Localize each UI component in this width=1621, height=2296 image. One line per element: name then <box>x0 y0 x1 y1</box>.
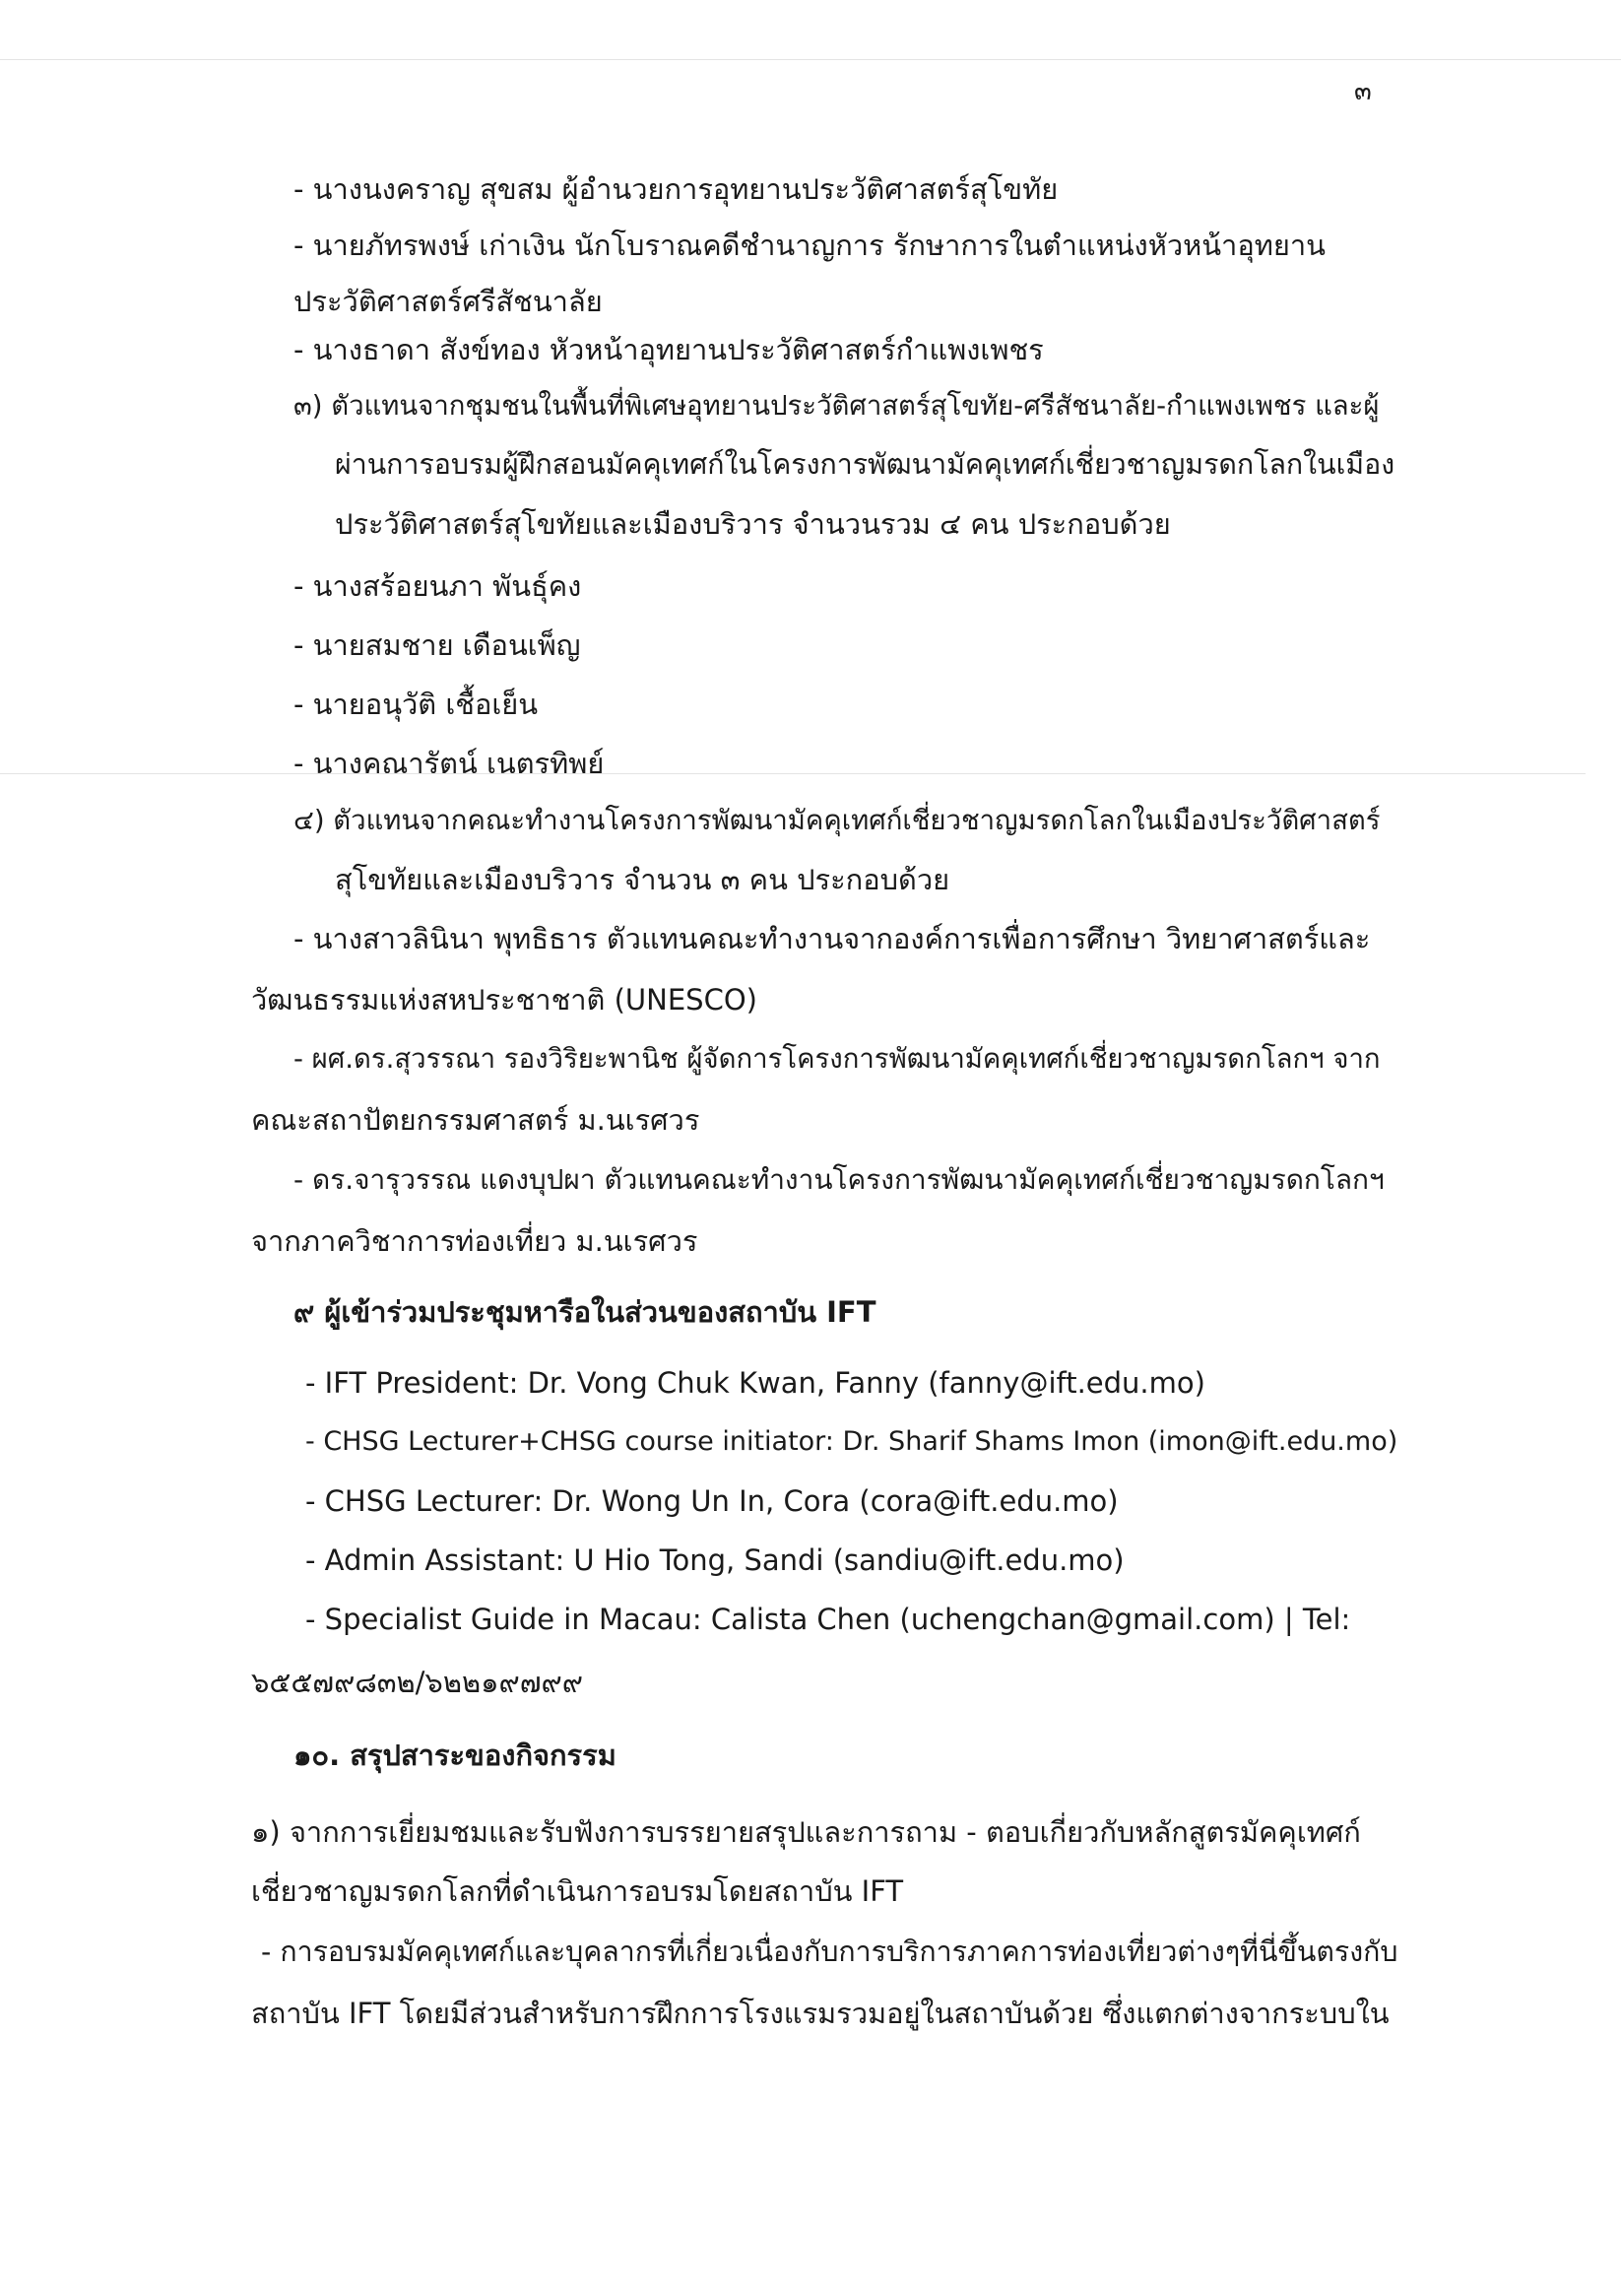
participant-line: - นายสมชาย เดือนเพ็ญ <box>293 628 581 662</box>
section-heading: ๑๐. สรุปสาระของกิจกรรม <box>293 1738 616 1772</box>
participant-line-continued: วัฒนธรรมแห่งสหประชาชาติ (UNESCO) <box>251 983 757 1017</box>
page-number: ๓ <box>1354 77 1372 106</box>
ift-participant-line: - Admin Assistant: U Hio Tong, Sandi (sandiu@ift.edu.mo) <box>305 1543 1125 1577</box>
scan-artifact-line <box>0 59 1621 60</box>
participant-line-continued: จากภาควิชาการท่องเที่ยว ม.นเรศวร <box>251 1224 698 1258</box>
participant-line: - นายอนุวัติ เชื้อเย็น <box>293 688 539 721</box>
scan-artifact-line <box>0 773 1586 774</box>
participant-line: - นายภัทรพงษ์ เก่าเงิน นักโบราณคดีชำนาญการ รักษาการในตำแหน่งหัวหน้าอุทยาน <box>293 229 1326 262</box>
paragraph-line: ๑) จากการเยี่ยมชมและรับฟังการบรรยายสรุปและการถาม - ตอบเกี่ยวกับหลักสูตรมัคคุเทศก์ <box>251 1815 1361 1849</box>
participant-line: - นางสร้อยนภา พันธุ์คง <box>293 569 582 603</box>
numbered-item-continued: ผ่านการอบรมผู้ฝึกสอนมัคคุเทศก์ในโครงการพัฒนามัคคุเทศก์เชี่ยวชาญมรดกโลกในเมือง <box>335 448 1395 481</box>
participant-line: - นางธาดา สังข์ทอง หัวหน้าอุทยานประวัติศาสตร์กำแพงเพชร <box>293 333 1044 366</box>
numbered-item: ๔) ตัวแทนจากคณะทำงานโครงการพัฒนามัคคุเทศก์เชี่ยวชาญมรดกโลกในเมืองประวัติศาสตร์ <box>293 805 1381 836</box>
participant-line: - นางคณารัตน์ เนตรทิพย์ <box>293 747 605 780</box>
numbered-item-continued: สุโขทัยและเมืองบริวาร จำนวน ๓ คน ประกอบด้วย <box>335 863 950 896</box>
participant-line: - ดร.จารุวรรณ แดงบุปผา ตัวแทนคณะทำงานโครงการพัฒนามัคคุเทศก์เชี่ยวชาญมรดกโลกฯ <box>293 1163 1385 1196</box>
ift-participant-line: - Specialist Guide in Macau: Calista Chen (uchengchan@gmail.com) | Tel: <box>305 1603 1351 1636</box>
ift-participant-line: - CHSG Lecturer: Dr. Wong Un In, Cora (cora@ift.edu.mo) <box>305 1484 1119 1518</box>
ift-participant-line: - CHSG Lecturer+CHSG course initiator: Dr. Sharif Shams Imon (imon@ift.edu.mo) <box>305 1426 1398 1457</box>
ift-participant-line: - IFT President: Dr. Vong Chuk Kwan, Fanny (fanny@ift.edu.mo) <box>305 1366 1205 1400</box>
participant-line: - ผศ.ดร.สุวรรณา รองวิริยะพานิช ผู้จัดการโครงการพัฒนามัคคุเทศก์เชี่ยวชาญมรดกโลกฯ จาก <box>293 1043 1381 1075</box>
paragraph-line: เชี่ยวชาญมรดกโลกที่ดำเนินการอบรมโดยสถาบัน IFT <box>251 1874 904 1908</box>
paragraph-line: สถาบัน IFT โดยมีส่วนสำหรับการฝึกการโรงแรมรวมอยู่ในสถาบันด้วย ซึ่งแตกต่างจากระบบใน <box>251 1997 1390 2030</box>
section-heading: ๙ ผู้เข้าร่วมประชุมหารือในส่วนของสถาบัน IFT <box>293 1295 876 1329</box>
participant-line-continued: ประวัติศาสตร์ศรีสัชนาลัย <box>293 285 603 318</box>
participant-line-continued: คณะสถาปัตยกรรมศาสตร์ ม.นเรศวร <box>251 1103 700 1137</box>
phone-number: ๖๕๕๗๙๘๓๒/๖๒๒๑๙๗๙๙ <box>251 1666 584 1699</box>
numbered-item: ๓) ตัวแทนจากชุมชนในพื้นที่พิเศษอุทยานประวัติศาสตร์สุโขทัย-ศรีสัชนาลัย-กำแพงเพชร และผู้ <box>293 390 1380 422</box>
participant-line: - นางนงคราญ สุขสม ผู้อำนวยการอุทยานประวัติศาสตร์สุโขทัย <box>293 172 1059 206</box>
paragraph-line: - การอบรมมัคคุเทศก์และบุคลากรที่เกี่ยวเนื่องกับการบริการภาคการท่องเที่ยวต่างๆที่นี่ขึ้นตรงกับ <box>261 1935 1398 1968</box>
numbered-item-continued: ประวัติศาสตร์สุโขทัยและเมืองบริวาร จำนวนรวม ๔ คน ประกอบด้วย <box>335 507 1171 541</box>
participant-line: - นางสาวลินินา พุทธิธาร ตัวแทนคณะทำงานจากองค์การเพื่อการศึกษา วิทยาศาสตร์และ <box>293 922 1371 955</box>
